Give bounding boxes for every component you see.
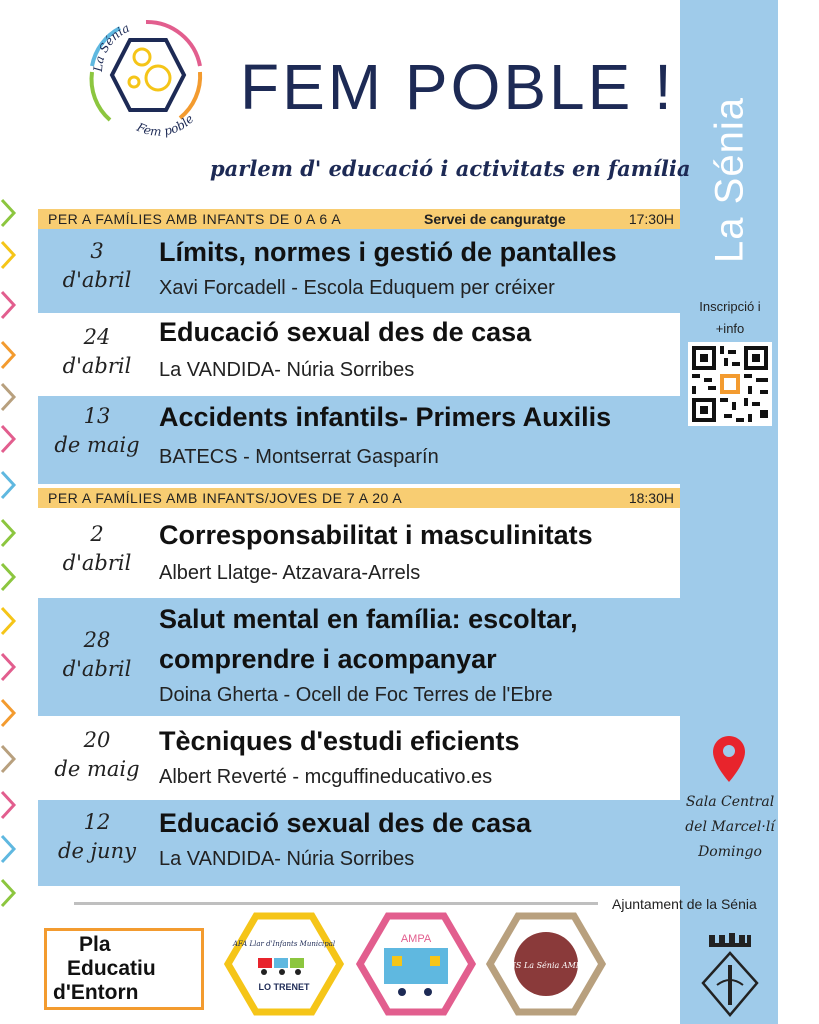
page-title: FEM POBLE ! bbox=[240, 51, 675, 123]
svg-text:INS La Sénia AMPA: INS La Sénia AMPA bbox=[505, 961, 587, 970]
event-row bbox=[38, 716, 680, 800]
event-date: 20 de maig bbox=[54, 728, 140, 781]
section-time: 18:30H bbox=[628, 490, 674, 506]
event-row bbox=[38, 229, 680, 313]
ins-la-senia-ampa-logo bbox=[486, 912, 606, 1016]
pla-educatiu-logo: Pla Educatiu d'Entorn bbox=[44, 928, 204, 1010]
event-date: 13 de maig bbox=[54, 404, 140, 457]
chevron-decoration-icon bbox=[0, 424, 20, 454]
event-row bbox=[38, 313, 680, 396]
svg-text:LO TRENET: LO TRENET bbox=[258, 982, 310, 992]
ampa-logo bbox=[356, 912, 476, 1016]
event-speaker: BATECS - Montserrat Gasparín bbox=[159, 446, 439, 468]
chevron-decoration-icon bbox=[0, 340, 20, 370]
childcare-service-label: Servei de canguratge bbox=[424, 211, 566, 227]
qr-label: Inscripció i +info bbox=[699, 299, 761, 336]
chevron-decoration-icon bbox=[0, 652, 20, 682]
event-speaker: La VANDIDA- Núria Sorribes bbox=[159, 359, 415, 381]
event-title: Educació sexual des de casa bbox=[159, 317, 532, 347]
svg-text:Fem poble: Fem poble bbox=[134, 111, 197, 138]
chevron-decoration-icon bbox=[0, 834, 20, 864]
svg-text:AFA Llar d'Infants Municipal: AFA Llar d'Infants Municipal bbox=[232, 940, 336, 948]
fem-poble-logo bbox=[80, 12, 212, 138]
chevron-decoration-icon bbox=[0, 198, 20, 228]
event-title: Tècniques d'estudi eficients bbox=[159, 726, 520, 756]
event-title: Corresponsabilitat i masculinitats bbox=[159, 520, 593, 550]
footer-divider bbox=[74, 902, 598, 905]
chevron-decoration-icon bbox=[0, 606, 20, 636]
event-date: 2 d'abril bbox=[62, 522, 132, 575]
event-speaker: Albert Reverté - mcguffineducativo.es bbox=[159, 766, 493, 788]
chevron-decoration-icon bbox=[0, 562, 20, 592]
event-speaker: Albert Llatge- Atzavara-Arrels bbox=[159, 562, 421, 584]
svg-text:AMPA: AMPA bbox=[400, 933, 432, 945]
event-date: 12 de juny bbox=[58, 810, 136, 863]
event-row bbox=[38, 396, 680, 484]
town-crest-icon bbox=[695, 925, 765, 1020]
event-date: 28 d'abril bbox=[62, 628, 132, 681]
event-speaker: Xavi Forcadell - Escola Eduquem per créixer bbox=[159, 277, 555, 299]
page-subtitle: parlem d' educació i activitats en família bbox=[210, 156, 691, 181]
chevron-decoration-icon bbox=[0, 744, 20, 774]
venue-text: Sala Central del Marcel·lí Domingo bbox=[685, 794, 775, 860]
event-title-line2: comprendre i acompanyar bbox=[159, 644, 497, 674]
event-speaker: Doina Gherta - Ocell de Foc Terres de l'Ebre bbox=[159, 684, 553, 706]
event-title: Salut mental en família: escoltar, bbox=[159, 604, 578, 634]
event-row bbox=[38, 598, 680, 716]
event-title: Límits, normes i gestió de pantalles bbox=[159, 237, 617, 267]
chevron-decoration-icon bbox=[0, 698, 20, 728]
section-bar-7-20 bbox=[38, 488, 680, 508]
section-label: PER A FAMÍLIES AMB INFANTS/JOVES DE 7 A 20 A bbox=[48, 490, 403, 506]
section-label: PER A FAMÍLIES AMB INFANTS DE 0 A 6 A bbox=[48, 211, 342, 227]
svg-text:La Sénia: La Sénia bbox=[90, 20, 132, 73]
event-row bbox=[38, 508, 680, 598]
vertical-town-title: La Sénia bbox=[707, 97, 752, 263]
event-row bbox=[38, 800, 680, 886]
chevron-decoration-icon bbox=[0, 290, 20, 320]
chevron-decoration-icon bbox=[0, 518, 20, 548]
event-speaker: La VANDIDA- Núria Sorribes bbox=[159, 848, 415, 870]
event-date: 3 d'abril bbox=[62, 239, 132, 292]
map-pin-icon bbox=[712, 735, 746, 783]
section-time: 17:30H bbox=[628, 211, 674, 227]
afa-lo-trenet-logo bbox=[224, 912, 344, 1016]
qr-code-icon[interactable] bbox=[688, 342, 772, 426]
chevron-decoration-icon bbox=[0, 240, 20, 270]
event-title: Educació sexual des de casa bbox=[159, 808, 532, 838]
section-bar-0-6 bbox=[38, 209, 680, 229]
event-date: 24 d'abril bbox=[62, 325, 132, 378]
chevron-decoration-icon bbox=[0, 878, 20, 908]
chevron-decoration-icon bbox=[0, 382, 20, 412]
chevron-decoration-icon bbox=[0, 470, 20, 500]
chevron-decoration-icon bbox=[0, 790, 20, 820]
council-label: Ajuntament de la Sénia bbox=[612, 896, 757, 912]
event-title: Accidents infantils- Primers Auxilis bbox=[159, 402, 612, 432]
